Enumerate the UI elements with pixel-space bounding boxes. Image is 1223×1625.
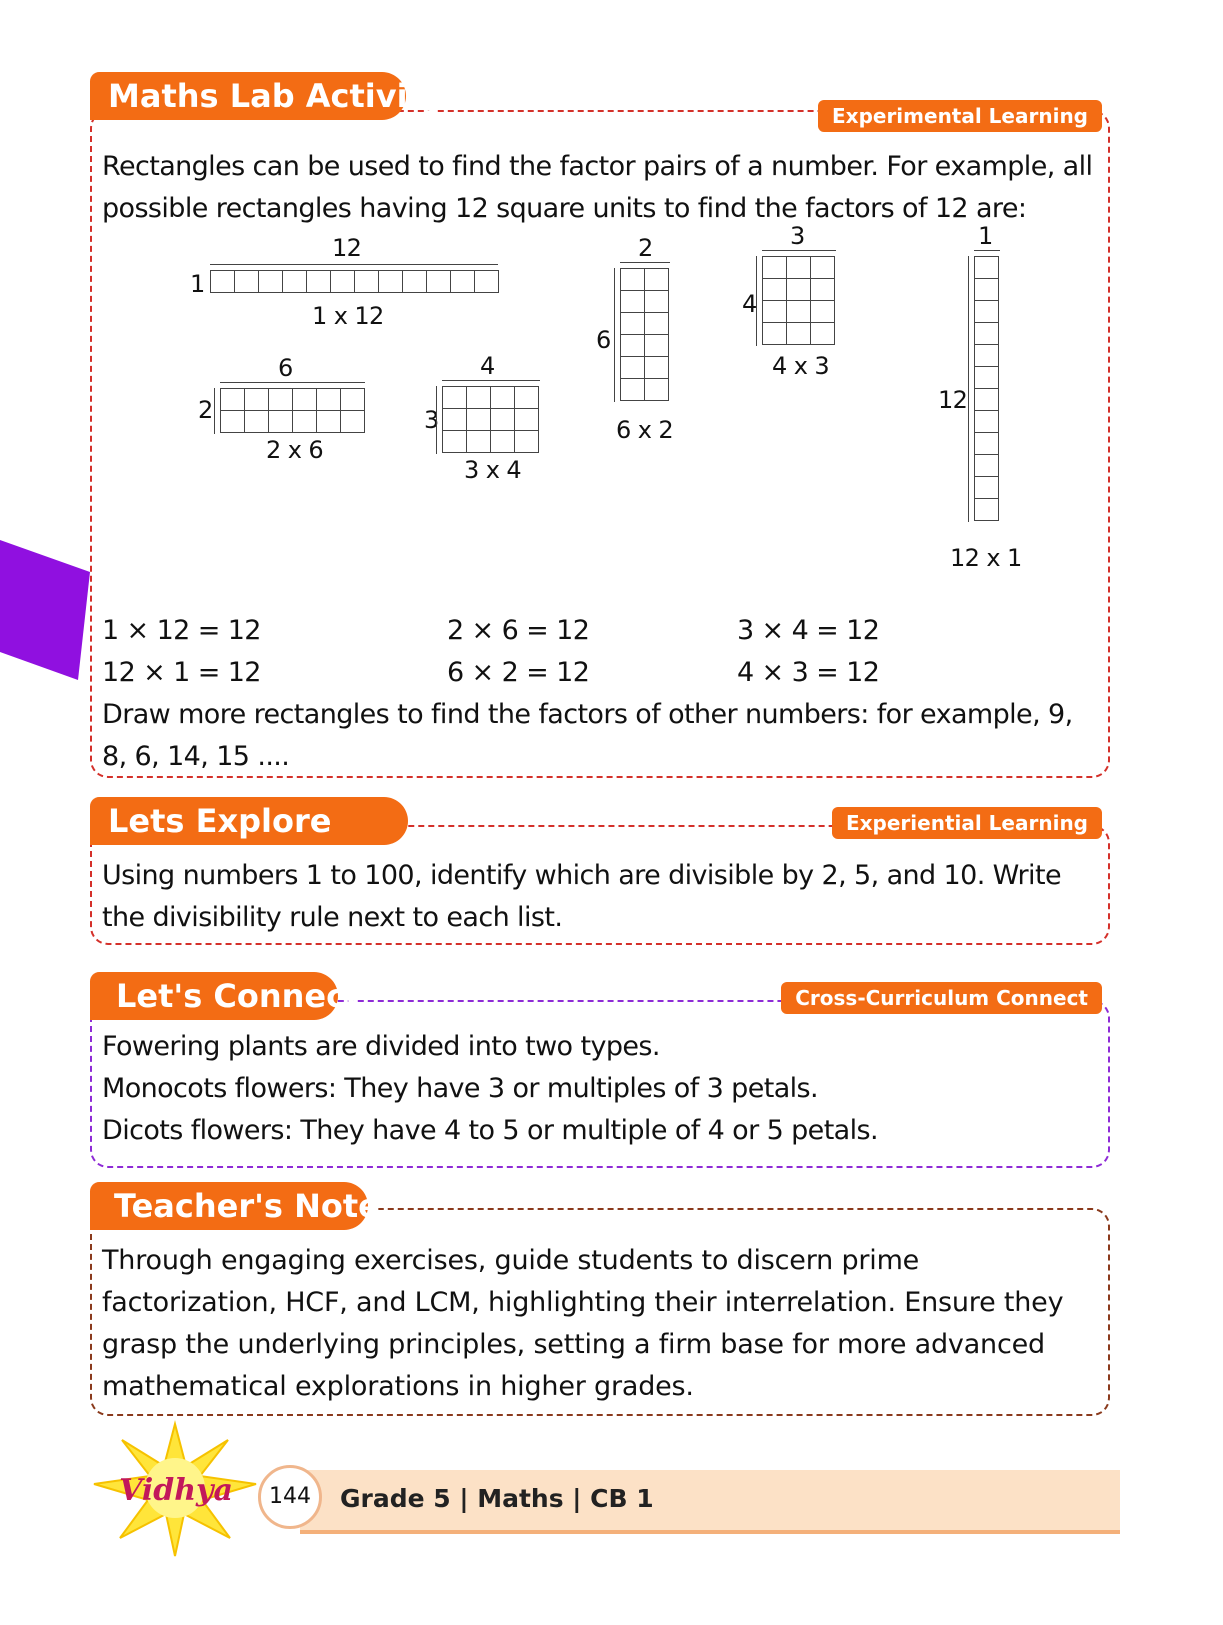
rect-4x3-top: 3 <box>790 222 805 250</box>
rect-6x2 <box>620 268 669 401</box>
rect-3x4 <box>442 386 539 453</box>
side-tab-decoration <box>0 540 90 680</box>
section-tag: Experimental Learning <box>818 100 1102 132</box>
rect-3x4-caption: 3 x 4 <box>464 456 522 484</box>
rect-6x2-side: 6 <box>596 326 611 354</box>
rect-1x12 <box>210 270 499 293</box>
section-title: Lets Explore <box>90 797 408 845</box>
rect-2x6-top: 6 <box>278 354 293 382</box>
connect-line: Monocots flowers: They have 3 or multiples of 3 petals. <box>102 1073 818 1104</box>
lab-outro: Draw more rectangles to find the factors of other numbers: for example, 9, 8, 6, 14, 15 .... <box>102 699 1073 772</box>
connect-line: Dicots flowers: They have 4 to 5 or multiple of 4 or 5 petals. <box>102 1115 878 1146</box>
equations-grid <box>102 610 1098 694</box>
vidhya-logo <box>90 1420 260 1560</box>
rect-3x4-side: 3 <box>424 406 439 434</box>
footer-label: Grade 5 | Maths | CB 1 <box>340 1484 654 1513</box>
lab-intro: Rectangles can be used to find the factor pairs of a number. For example, all possible rectangles having 12 square units to find the factors of 12 are: <box>102 151 1093 224</box>
rect-12x1-top: 1 <box>978 222 993 250</box>
factor-rectangles-diagram <box>102 222 1098 610</box>
rect-1x12-caption: 1 x 12 <box>312 302 384 330</box>
connect-line: Fowering plants are divided into two types. <box>102 1031 660 1062</box>
section-tag: Cross-Curriculum Connect <box>781 982 1102 1014</box>
rect-6x2-top: 2 <box>638 234 653 262</box>
equation: 12 × 1 = 12 <box>102 657 261 688</box>
section-title: Maths Lab Activity <box>90 72 406 120</box>
equation: 3 × 4 = 12 <box>737 615 880 646</box>
rect-12x1-side: 12 <box>938 386 968 414</box>
rect-1x12-side: 1 <box>190 270 205 298</box>
rect-1x12-top: 12 <box>332 234 362 262</box>
teachers-note-section <box>90 1187 1110 1416</box>
rect-4x3-side: 4 <box>742 290 757 318</box>
rect-12x1-caption: 12 x 1 <box>950 544 1022 572</box>
note-text: Through engaging exercises, guide students to discern prime factorization, HCF, and LCM, highlighting their interrelation. Ensure they grasp the underlying principles, setting a firm base for more advanced mathematical explorations in higher grades. <box>102 1245 1064 1402</box>
equation: 6 × 2 = 12 <box>447 657 590 688</box>
explore-text: Using numbers 1 to 100, identify which are divisible by 2, 5, and 10. Write the divisibility rule next to each list. <box>102 860 1061 933</box>
maths-lab-section <box>90 77 1110 778</box>
equation: 2 × 6 = 12 <box>447 615 590 646</box>
rect-12x1 <box>974 256 999 521</box>
rect-6x2-caption: 6 x 2 <box>616 416 674 444</box>
logo-text: Vidhya <box>119 1473 233 1508</box>
lets-connect-section <box>90 977 1110 1168</box>
equation: 1 × 12 = 12 <box>102 615 261 646</box>
section-title: Teacher's Note <box>90 1182 368 1230</box>
rect-4x3-caption: 4 x 3 <box>772 352 830 380</box>
lets-explore-section <box>90 802 1110 945</box>
section-title: Let's Connect <box>90 972 338 1020</box>
section-tag: Experiential Learning <box>832 807 1102 839</box>
rect-2x6-caption: 2 x 6 <box>266 436 324 464</box>
page-number: 144 <box>258 1465 322 1529</box>
rect-2x6-side: 2 <box>198 396 213 424</box>
equation: 4 × 3 = 12 <box>737 657 880 688</box>
rect-2x6 <box>220 388 365 433</box>
rect-4x3 <box>762 256 835 345</box>
rect-3x4-top: 4 <box>480 352 495 380</box>
